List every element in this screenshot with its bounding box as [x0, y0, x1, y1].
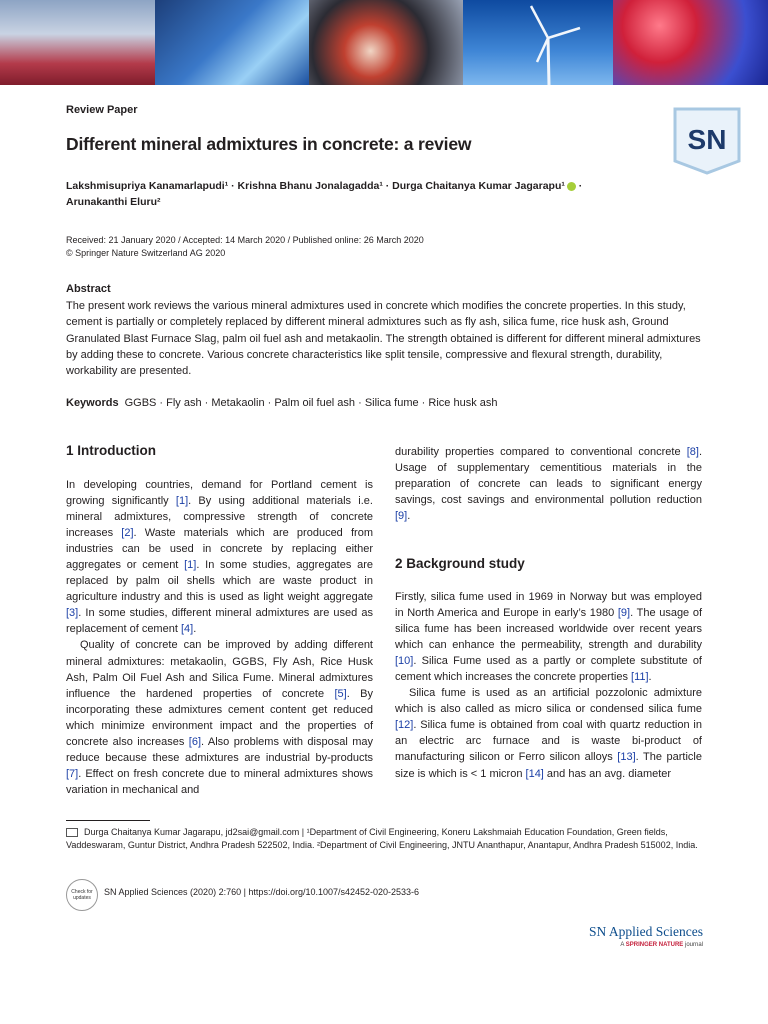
- intro-paragraph-3: [395, 444, 702, 524]
- paragraph-text: Firstly, silica fume used in 1969 in Norway but was employed in North America and Europe in early’s 1980: [395, 591, 702, 620]
- paragraph-text: .: [407, 510, 411, 523]
- publisher-suffix: journal: [683, 942, 703, 948]
- check-for-updates-badge[interactable]: [66, 879, 98, 911]
- journal-name: SN Applied Sciences: [589, 924, 703, 939]
- banner-image-molecules: [613, 0, 768, 85]
- paragraph-text: . In some studies, different mineral admixtures are used as replacement of cement: [66, 607, 373, 636]
- section-heading-introduction: 1 Introduction: [66, 443, 156, 458]
- paragraph-text: . Waste materials which are produced from industries can be used in concrete by replacing either aggregates or cement: [66, 527, 373, 572]
- paragraph-text: . The particle size is which is < 1 micron: [395, 751, 702, 780]
- keywords-text: GGBS · Fly ash · Metakaolin · Palm oil fuel ash · Silica fume · Rice husk ash: [124, 397, 498, 409]
- springer-nature-logo: SPRINGER NATURE: [625, 942, 684, 948]
- keywords-label: Keywords: [66, 397, 119, 409]
- sn-logo-text: SN: [687, 124, 727, 155]
- background-paragraph-1: [395, 589, 702, 685]
- citation-link[interactable]: [5]: [334, 687, 347, 700]
- footnote: [66, 826, 703, 852]
- left-column: [66, 477, 373, 798]
- intro-paragraph-2: [66, 637, 373, 797]
- authors-line-1: Lakshmisupriya Kanamarlapudi¹ · Krishna Bhanu Jonalagadda¹ · Durga Chaitanya Kumar Jagarapu¹: [66, 180, 565, 192]
- paragraph-text: . Also problems with disposal may reduce because these admixtures are industrial by-products: [66, 735, 373, 764]
- citation-link[interactable]: [7]: [66, 767, 79, 780]
- banner-image-machine: [309, 0, 463, 85]
- paragraph-text: .: [648, 671, 652, 684]
- publisher-prefix: A: [620, 942, 626, 948]
- paragraph-text: Quality of concrete can be improved by adding different mineral admixtures: metakaolin, GGBS, Fly Ash, Rice Husk Ash, Palm Oil Fuel Ash and Silica Fume. Mineral admixtures influence the hardened properties of concrete: [66, 639, 373, 700]
- paragraph-text: . Silica Fume used as a partly or complete substitute of cement which increases the concrete properties: [395, 655, 702, 684]
- paper-title: Different mineral admixtures in concrete: a review: [66, 134, 472, 154]
- wind-turbine-icon: [463, 0, 613, 85]
- background-paragraph-2: [395, 685, 702, 781]
- citation-link[interactable]: [4]: [180, 623, 194, 636]
- publisher-line: [540, 942, 703, 948]
- article-type-label: Review Paper: [66, 104, 138, 116]
- paragraph-text: . By using additional materials i.e. mineral admixtures, compressive strength of concrete increases: [66, 495, 373, 540]
- authors-line-1-end: ·: [575, 180, 583, 192]
- author-list: [66, 179, 656, 210]
- citation-link[interactable]: [12]: [395, 719, 414, 732]
- citation-link[interactable]: [6]: [188, 735, 201, 748]
- abstract-text: The present work reviews the various mineral admixtures used in concrete which modifies the concrete properties. In this study, cement is partially or completely replaced by different mineral admixtures such as fly ash, silica fume, rice husk ash, Ground Granulated Blast Furnace Slag, palm oil fuel ash and metakaolin. The strength obtained is different for different mineral admixtures by adding these to concrete. Various concrete characteristics like split tensile, compressive and flexural strength, durability, workability are presented.: [66, 300, 701, 378]
- publication-dates: [66, 234, 424, 260]
- right-column-top: [395, 444, 702, 524]
- paragraph-text: . The usage of silica fume has been increased worldwide over recent years which can enhance the permeability, strength and durability: [395, 607, 703, 652]
- paragraph-text: . Silica fume is obtained from coal with quartz reduction in an electric arc furnace and is waste bi-product of manufacturing silicon or Ferro silicon alloys: [395, 719, 702, 764]
- citation-link[interactable]: [11]: [631, 671, 649, 684]
- header-banner: [0, 0, 768, 85]
- citation-link[interactable]: [14]: [525, 767, 544, 780]
- paragraph-text: . By incorporating these admixtures cement content get reduced which minimize environment impact and the properties of concrete also increases: [66, 687, 373, 748]
- dates-line: Received: 21 January 2020 / Accepted: 14 March 2020 / Published online: 26 March 2020: [66, 235, 424, 245]
- citation-link[interactable]: [10]: [395, 655, 414, 668]
- sn-logo-icon: [673, 107, 741, 175]
- section-heading-background: 2 Background study: [395, 556, 525, 571]
- footnote-text: Durga Chaitanya Kumar Jagarapu, jd2sai@gmail.com | ¹Department of Civil Engineering, Koneru Lakshmaiah Education Foundation, Green fields, Vaddeswaram, Guntur District, Andhra Pradesh 522502, India. ²Department of Civil Engineering, JNTU Ananthapur, Anantapur, Andhra Pradesh 515002, India.: [66, 827, 698, 851]
- orcid-icon[interactable]: [567, 182, 576, 191]
- abstract-heading: Abstract: [66, 283, 111, 295]
- check-for-updates-text: Check for updates: [71, 889, 93, 901]
- paragraph-text: . Effect on fresh concrete due to mineral admixtures shows variation in mechanical and: [66, 767, 373, 796]
- paragraph-text: .: [193, 623, 197, 636]
- citation-line: SN Applied Sciences (2020) 2:760 | https://doi.org/10.1007/s42452-020-2533-6: [104, 887, 420, 897]
- keywords: [66, 397, 497, 409]
- citation-link[interactable]: [13]: [617, 751, 636, 764]
- citation-link[interactable]: [9]: [395, 510, 408, 523]
- paragraph-text: . Usage of supplementary cementitious materials in the preparation of concrete can leads to significant energy savings, cost savings and environmental pollution reduction: [395, 446, 702, 507]
- paragraph-text: and has an avg. diameter: [543, 767, 672, 780]
- paragraph-text: In developing countries, demand for Portland cement is growing significantly: [66, 479, 373, 508]
- paragraph-text: . In some studies, aggregates are replaced by palm oil shells which are waste product in agriculture industry and this is used as light weight aggregate: [66, 559, 373, 604]
- banner-image-wind-turbine: [463, 0, 613, 85]
- banner-image-lab: [0, 0, 155, 85]
- intro-paragraph-1: [66, 477, 373, 637]
- footnote-rule: [66, 820, 150, 821]
- authors-line-2: Arunakanthi Eluru²: [66, 195, 161, 208]
- citation-link[interactable]: [1]: [184, 559, 197, 572]
- email-icon: [66, 828, 78, 837]
- banner-image-abstract: [155, 0, 309, 85]
- citation-link[interactable]: [1]: [175, 495, 189, 508]
- citation-link[interactable]: [9]: [617, 607, 631, 620]
- right-column-bottom: [395, 589, 702, 782]
- citation-link[interactable]: [2]: [121, 527, 134, 540]
- paragraph-text: Silica fume is used as an artificial pozzolonic admixture which is also called as micro silica or condensed silica fume: [395, 687, 702, 716]
- copyright-line: © Springer Nature Switzerland AG 2020: [66, 248, 226, 258]
- citation-link[interactable]: [8]: [686, 446, 699, 458]
- paragraph-text: durability properties compared to conventional concrete: [395, 446, 687, 458]
- citation-link[interactable]: [3]: [66, 607, 79, 620]
